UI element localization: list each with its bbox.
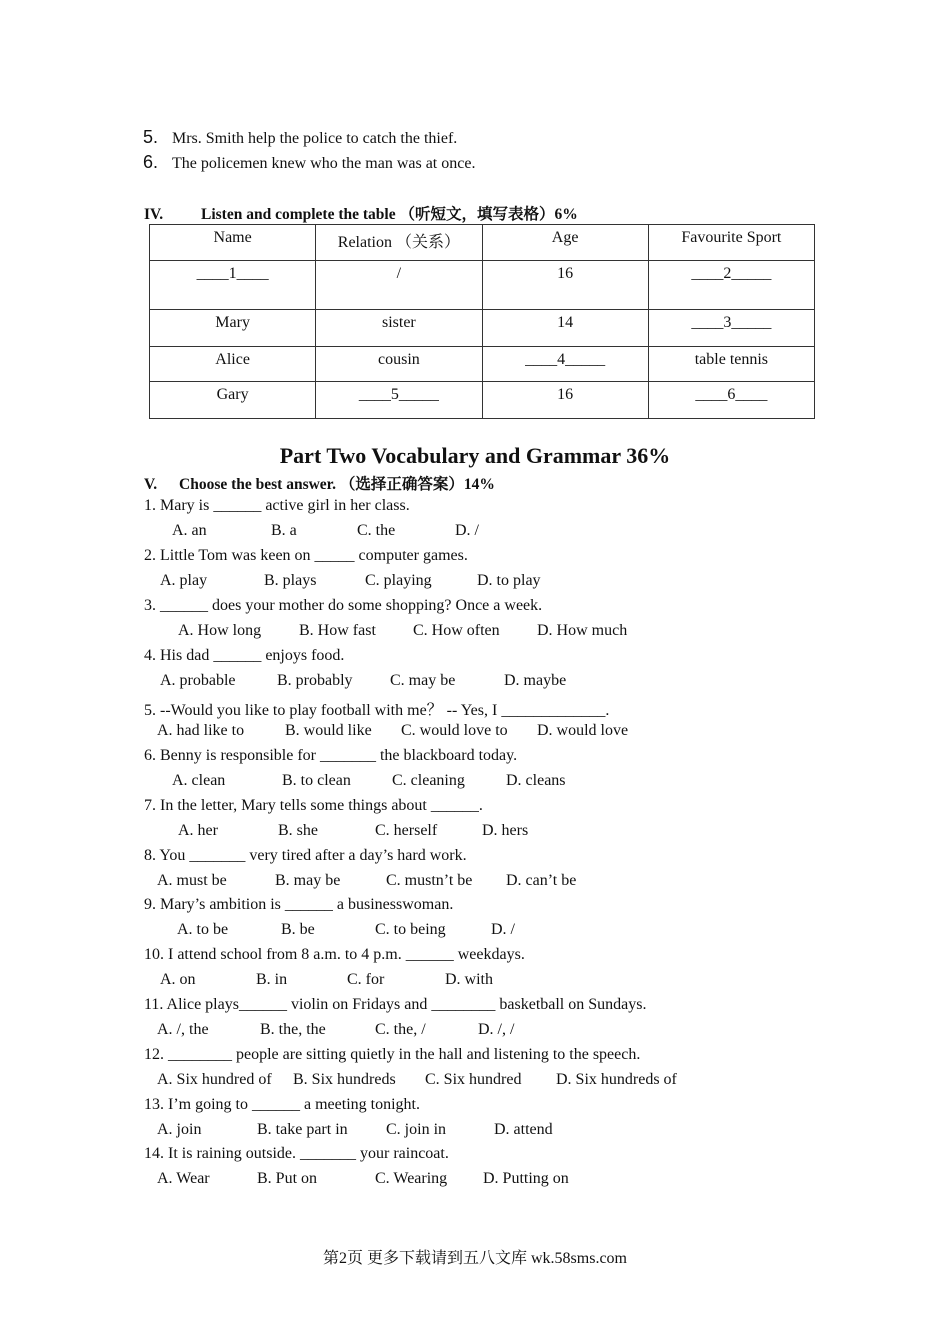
option-b: B. a xyxy=(271,522,297,539)
statement-text: The policemen knew who the man was at once. xyxy=(172,155,476,172)
option-d: D. Putting on xyxy=(483,1170,569,1187)
option-c: C. playing xyxy=(365,572,432,589)
option-d: D. cleans xyxy=(506,772,566,789)
option-b: B. in xyxy=(256,971,288,988)
option-d: D. to play xyxy=(477,572,541,589)
option-d: D. /, / xyxy=(478,1021,515,1038)
question-10: 10. I attend school from 8 a.m. to 4 p.m. ______ weekdays. xyxy=(144,946,525,963)
table-row xyxy=(150,382,815,419)
option-a: A. must be xyxy=(157,872,227,889)
section-number: V. xyxy=(144,476,158,493)
option-c: C. mustn’t be xyxy=(386,872,473,889)
option-d: D. Six hundreds of xyxy=(556,1071,677,1088)
question-13: 13. I’m going to ______ a meeting tonight. xyxy=(144,1096,420,1113)
option-d: D. maybe xyxy=(504,672,567,689)
table-cell: ____6____ xyxy=(648,382,814,419)
table-cell: ____5_____ xyxy=(316,382,482,419)
option-c: C. the xyxy=(357,522,396,539)
question-5: 5. --Would you like to play football with me？ -- Yes, I _____________. xyxy=(144,702,610,719)
table-cell: Alice xyxy=(150,347,316,382)
option-a: A. probable xyxy=(160,672,236,689)
option-b: B. would like xyxy=(285,722,372,739)
table-cell: / xyxy=(316,261,482,310)
table-cell: ____4_____ xyxy=(482,347,648,382)
statement-number: 6. xyxy=(143,152,159,172)
option-c: C. to being xyxy=(375,921,446,938)
option-b: B. the, the xyxy=(260,1021,326,1038)
section-title: Listen and complete the table （听短文，填写表格）6% xyxy=(201,206,578,223)
table-cell: 16 xyxy=(482,382,648,419)
question-11: 11. Alice plays______ violin on Fridays and ________ basketball on Sundays. xyxy=(144,996,647,1013)
listening-table xyxy=(149,224,815,419)
option-d: D. hers xyxy=(482,822,529,839)
table-cell: cousin xyxy=(316,347,482,382)
option-a: A. an xyxy=(172,522,207,539)
table-cell: sister xyxy=(316,310,482,347)
option-c: C. join in xyxy=(386,1121,447,1138)
option-c: C. cleaning xyxy=(392,772,465,789)
option-b: B. How fast xyxy=(299,622,376,639)
option-d: D. with xyxy=(445,971,493,988)
option-c: C. the, / xyxy=(375,1021,426,1038)
option-b: B. probably xyxy=(277,672,353,689)
question-1: 1. Mary is ______ active girl in her class. xyxy=(144,497,410,514)
table-cell: 16 xyxy=(482,261,648,310)
option-b: B. plays xyxy=(264,572,317,589)
option-c: C. for xyxy=(347,971,385,988)
question-2: 2. Little Tom was keen on _____ computer games. xyxy=(144,547,468,564)
header-cell: Age xyxy=(482,225,648,261)
option-d: D. would love xyxy=(537,722,629,739)
table-row xyxy=(150,261,815,310)
table-row xyxy=(150,347,815,382)
header-cell: Name xyxy=(150,225,316,261)
section-v-heading xyxy=(144,472,495,494)
section-iv-heading xyxy=(144,202,578,224)
option-c: C. may be xyxy=(390,672,456,689)
option-c: C. Six hundred xyxy=(425,1071,522,1088)
option-a: A. Six hundred of xyxy=(157,1071,272,1088)
option-b: B. Put on xyxy=(257,1170,318,1187)
question-6: 6. Benny is responsible for _______ the blackboard today. xyxy=(144,747,518,764)
table-cell: ____1____ xyxy=(150,261,316,310)
section-number: IV. xyxy=(144,206,164,223)
option-a: A. had like to xyxy=(157,722,245,739)
option-a: A. How long xyxy=(178,622,262,639)
option-a: A. play xyxy=(160,572,208,589)
statement-5 xyxy=(143,127,457,148)
table-cell: Mary xyxy=(150,310,316,347)
page-footer: 第2页 更多下载请到五八文库 wk.58sms.com xyxy=(322,1250,627,1267)
option-b: B. Six hundreds xyxy=(293,1071,396,1088)
option-b: B. be xyxy=(281,921,315,938)
option-a: A. Wear xyxy=(157,1170,210,1187)
option-b: B. may be xyxy=(275,872,341,889)
section-title: Choose the best answer. （选择正确答案）14% xyxy=(179,476,495,493)
part-title: Part Two Vocabulary and Grammar 36% xyxy=(279,443,671,468)
question-7: 7. In the letter, Mary tells some things about ______. xyxy=(144,797,483,814)
option-d: D. / xyxy=(455,522,479,539)
table-cell: table tennis xyxy=(648,347,814,382)
statement-6 xyxy=(143,152,475,173)
option-b: B. to clean xyxy=(282,772,351,789)
table-row xyxy=(150,310,815,347)
option-c: C. would love to xyxy=(401,722,508,739)
option-c: C. herself xyxy=(375,822,438,839)
option-a: A. to be xyxy=(177,921,229,938)
question-8: 8. You _______ very tired after a day’s hard work. xyxy=(144,847,467,864)
statement-number: 5. xyxy=(143,127,159,147)
table-cell: ____3_____ xyxy=(648,310,814,347)
option-b: B. take part in xyxy=(257,1121,348,1138)
option-d: D. can’t be xyxy=(506,872,577,889)
question-12: 12. ________ people are sitting quietly in the hall and listening to the speech. xyxy=(144,1046,641,1063)
option-b: B. she xyxy=(278,822,318,839)
option-c: C. Wearing xyxy=(375,1170,448,1187)
table-cell: Gary xyxy=(150,382,316,419)
option-d: D. How much xyxy=(537,622,628,639)
option-a: A. /, the xyxy=(157,1021,209,1038)
option-a: A. clean xyxy=(172,772,226,789)
question-4: 4. His dad ______ enjoys food. xyxy=(144,647,345,664)
question-9: 9. Mary’s ambition is ______ a businesswoman. xyxy=(144,896,454,913)
option-a: A. on xyxy=(160,971,196,988)
option-a: A. her xyxy=(178,822,218,839)
question-3: 3. ______ does your mother do some shopping? Once a week. xyxy=(144,597,543,614)
question-14: 14. It is raining outside. _______ your raincoat. xyxy=(144,1145,449,1162)
option-d: D. / xyxy=(491,921,515,938)
option-a: A. join xyxy=(157,1121,202,1138)
table-cell: ____2_____ xyxy=(648,261,814,310)
statement-text: Mrs. Smith help the police to catch the thief. xyxy=(172,130,458,147)
option-d: D. attend xyxy=(494,1121,553,1138)
header-cell: Relation （关系） xyxy=(316,225,482,261)
table-header-row xyxy=(150,225,815,261)
option-c: C. How often xyxy=(413,622,500,639)
table-cell: 14 xyxy=(482,310,648,347)
header-cell: Favourite Sport xyxy=(648,225,814,261)
